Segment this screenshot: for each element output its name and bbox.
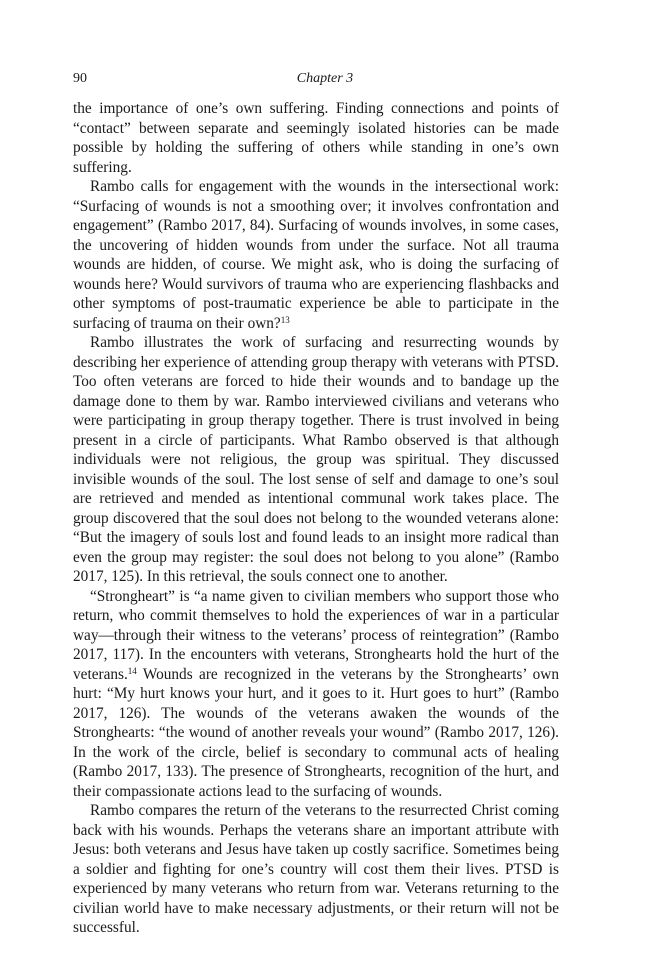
chapter-title: Chapter 3: [296, 71, 354, 86]
paragraph-group-therapy: Rambo illustrates the work of surfacing and resurrecting wounds by describing her experience of attending group therapy with veterans with PTSD. Too often veterans are forced to hide their wounds and to bandage up the damage done to them by war. Rambo interviewed civilians and veterans who were participating in group therapy together. There is trust involved in being present in a circle of participants. What Rambo observed is that although individuals were not religious, the group was spiritual. They discussed invisible wounds of the soul. The lost sense of self and damage to one’s soul are retrieved and mended as intentional communal work takes place. The group discovered that the soul does not belong to the wounded veterans alone: “But the imagery of souls lost and found leads to an insight more radical than even the group may register: the soul does not belong to you alone” (Rambo 2017, 125). In this retrieval, the souls connect one to another.: [73, 334, 559, 585]
paragraph-text: Wounds are recognized in the veterans by the Stronghearts’ own hurt: “My hurt knows your hurt, and it goes to it. Hurt goes to hurt” (Rambo 2017, 126). The wounds of the veterans awaken the wounds of the Stronghearts: “the wound of another reveals your wound” (Rambo 2017, 126). In the work of the circle, belief is secondary to communal acts of healing (Rambo 2017, 133). The presence of Stronghearts, recognition of the hurt, and their compassionate actions lead to the surfacing of wounds.: [73, 665, 559, 800]
paragraph-surfacing-wounds: [73, 177, 559, 333]
paragraph-text: “Strongheart” is “a name given to civilian members who support those who return, who commit themselves to hold the experiences of war in a particular way—through their witness to the veterans’ process of reintegration” (Rambo 2017, 117). In the encounters with veterans, Stronghearts hold the hurt of the veterans.: [73, 587, 559, 683]
paragraph-continued: the importance of one’s own suffering. Finding connections and points of “contact” between separate and seemingly isolated histories can be made possible by holding the suffering of others while standing in one’s own suffering.: [73, 100, 559, 176]
running-head: [73, 69, 577, 89]
paragraph-resurrected-christ: Rambo compares the return of the veterans to the resurrected Christ coming back with his wounds. Perhaps the veterans share an important attribute with Jesus: both veterans and Jesus have taken up costly sacrifice. Sometimes being a soldier and fighting for one’s country will cost them their lives. PTSD is experienced by many veterans who return from war. Veterans returning to the civilian world have to make necessary adjustments, or their return will not be successful.: [73, 802, 559, 936]
paragraph-text: Rambo calls for engagement with the wounds in the intersectional work: “Surfacing of wounds is not a smoothing over; it involves confrontation and engagement” (Rambo 2017, 84). Surfacing of wounds involves, in some cases, the uncovering of hidden wounds from under the surface. Not all trauma wounds are hidden, of course. We might ask, who is doing the surfacing of wounds here? Would survivors of trauma who are experiencing flashbacks and other symptoms of post-traumatic experience be able to participate in the surfacing of trauma on their own?: [73, 178, 559, 332]
footnote-marker: 14: [127, 665, 137, 676]
page-number: 90: [73, 71, 87, 86]
footnote-marker: 13: [280, 314, 290, 325]
paragraph-strongheart: [73, 587, 559, 802]
body-text: [73, 99, 559, 938]
